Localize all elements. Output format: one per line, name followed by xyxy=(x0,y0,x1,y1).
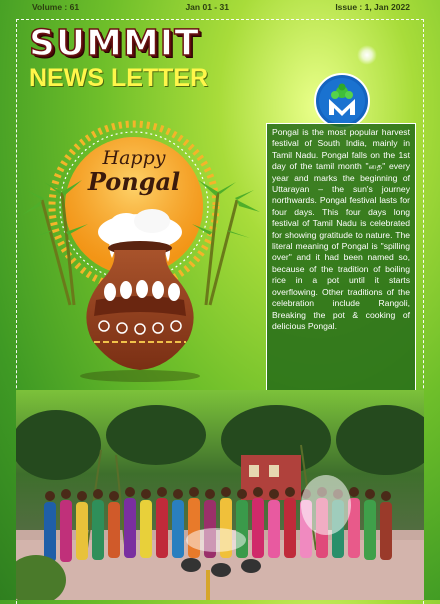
sugarcane-right xyxy=(206,192,237,305)
pongal-illustration xyxy=(22,120,264,390)
greeting-pongal: Pongal xyxy=(87,167,181,196)
leaf-m-logo-icon xyxy=(314,73,370,129)
celebration-photo xyxy=(16,390,424,600)
article-body: Pongal is the most popular harvest festival of South India, mainly in Tamil Nadu. Pongal falls on the 1st day of the tamil month "தை" every year and marks the beginning of Uttarayan – the sun's journey northwards. Pongal festival lasts for four days. This four days long festival of Tamil Nadu is celebrated for showing gratitude to nature. The literal meaning of Pongal is "spilling over" and it had been named so, because of the tradition of boiling rice in a pot until it starts overflowing. Other traditions of the celebration include Rangoli, Breaking the pot & cooking of delicious Pongal. xyxy=(272,127,410,331)
masthead-subtitle: NEWS LETTER xyxy=(29,64,209,92)
issue-label: Issue : 1, Jan 2022 xyxy=(335,2,410,12)
article-box xyxy=(266,123,416,392)
light-flare xyxy=(357,45,377,65)
masthead-title: SUMMIT xyxy=(29,23,200,64)
volume-label: Volume : 61 xyxy=(32,2,80,12)
header-bar xyxy=(0,0,440,14)
greeting-happy: Happy xyxy=(102,147,166,169)
date-range-label: Jan 01 - 31 xyxy=(185,2,229,12)
